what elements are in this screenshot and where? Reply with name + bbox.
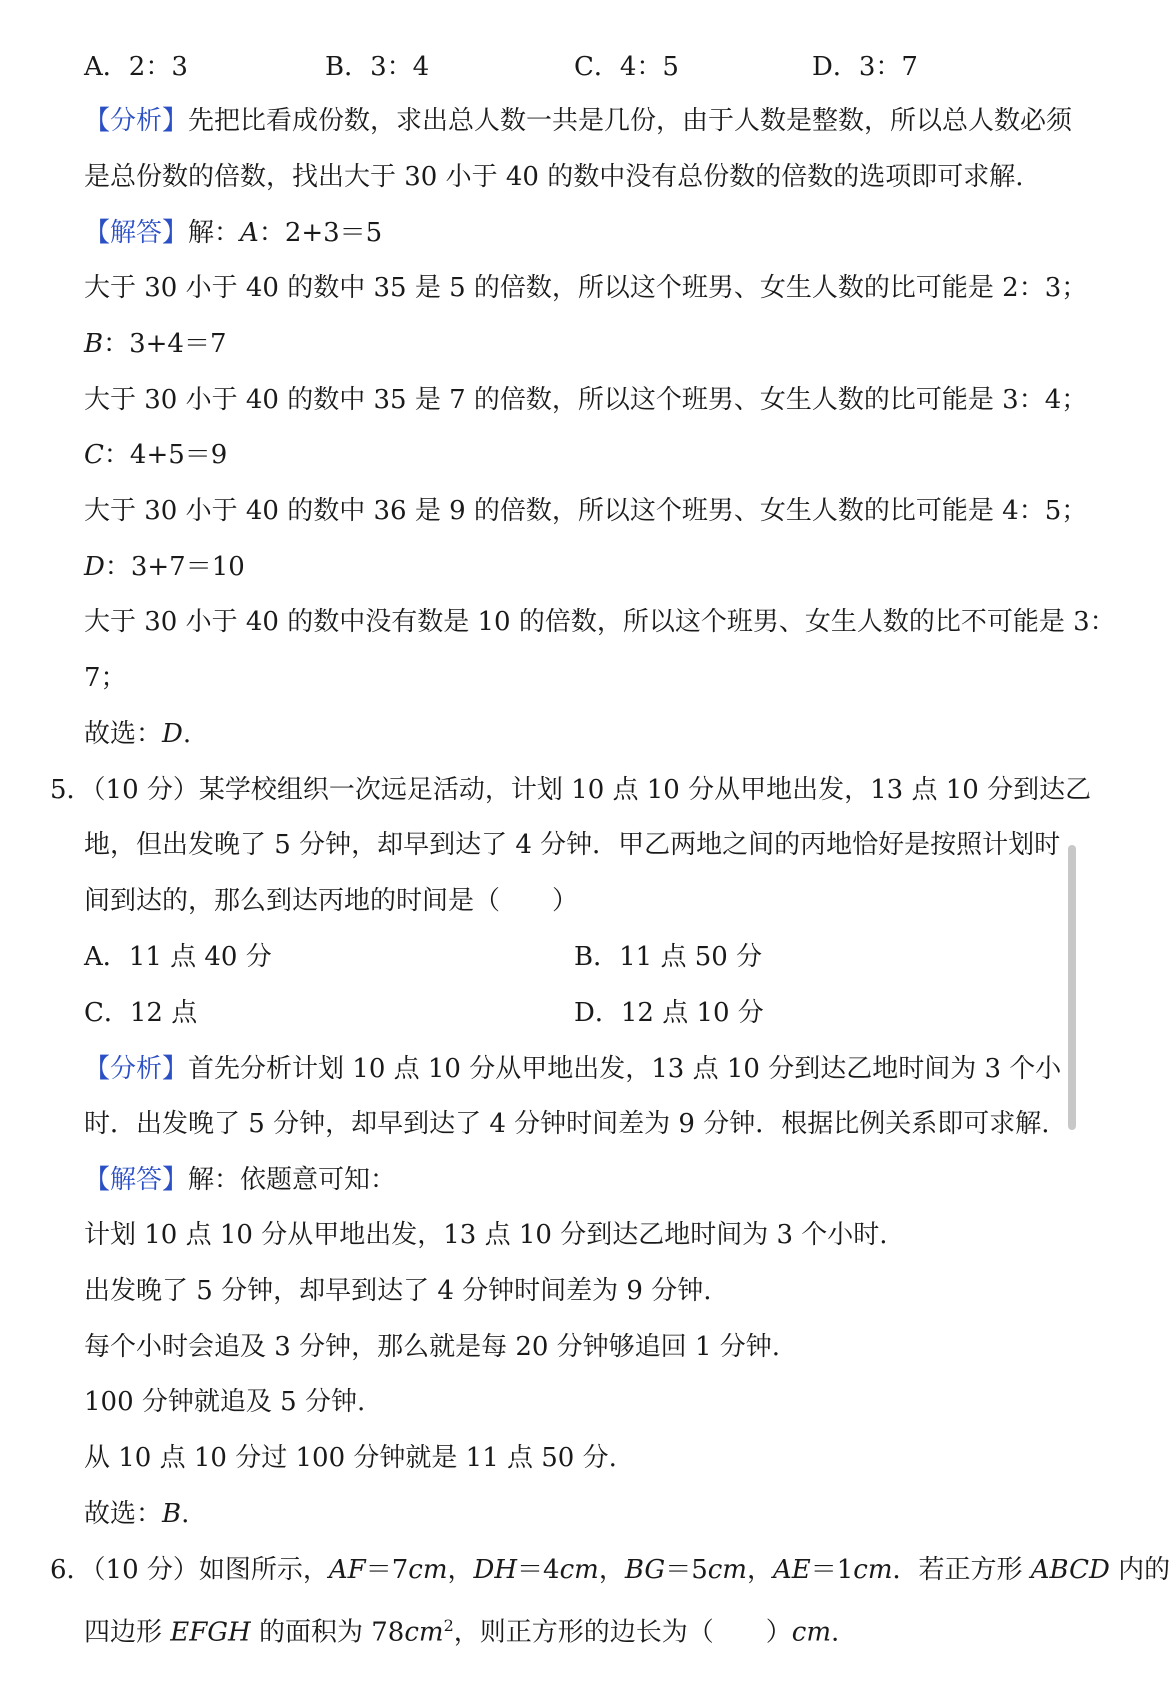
q4-c-text: 大于 30 小于 40 的数中 36 是 9 的倍数，所以这个班男、女生人数的比可能是 4：5； (84, 496, 1088, 526)
q5-answer-intro: 【解答】解：依题意可知： (84, 1165, 397, 1195)
q4-a-text: 大于 30 小于 40 的数中 35 是 5 的倍数，所以这个班男、女生人数的比可能是 2：3； (84, 273, 1088, 303)
q6-stem-line2: 四边形 EFGH 的面积为 $78cm^2$，则正方形的边长为（ ）cm. (84, 1616, 840, 1648)
q5-step-4: 100 分钟就追及 5 分钟. (84, 1387, 366, 1417)
analysis-tag: 【分析】 (84, 1054, 189, 1084)
q5-option-a: A．11 点 40 分 (84, 942, 272, 972)
q4-option-b: B．3：4 (325, 52, 430, 82)
q4-analysis-line2: 是总份数的倍数，找出大于 30 小于 40 的数中没有总份数的倍数的选项即可求解. (84, 162, 1024, 192)
analysis-tag: 【分析】 (84, 106, 189, 136)
q5-choice: 故选：B. (84, 1499, 190, 1529)
q4-d-eq: D：3+7＝10 (84, 552, 245, 582)
q5-analysis-line2: 时．出发晚了 5 分钟，却早到达了 4 分钟时间差为 9 分钟．根据比例关系即可求解. (84, 1109, 1050, 1139)
answer-tag: 【解答】 (84, 218, 189, 248)
q4-option-a: A．2：3 (84, 52, 188, 82)
q5-option-c: C．12 点 (84, 998, 198, 1028)
q4-d-text1: 大于 30 小于 40 的数中没有数是 10 的倍数，所以这个班男、女生人数的比不可能是 3： (84, 607, 1116, 637)
q5-analysis-line1: 【分析】首先分析计划 10 点 10 分从甲地出发，13 点 10 分到达乙地时间为 3 个小 (84, 1054, 1062, 1084)
q4-c-eq: C：4+5＝9 (84, 440, 228, 470)
q5-stem-line3: 间到达的，那么到达丙地的时间是（ ） (84, 886, 579, 916)
q5-option-d: D．12 点 10 分 (574, 998, 764, 1028)
q5-step-3: 每个小时会追及 3 分钟，那么就是每 20 分钟够追回 1 分钟. (84, 1332, 781, 1362)
q5-step-5: 从 10 点 10 分过 100 分钟就是 11 点 50 分. (84, 1443, 617, 1473)
q5-stem-line2: 地，但出发晚了 5 分钟，却早到达了 4 分钟．甲乙两地之间的丙地恰好是按照计划时 (84, 830, 1061, 860)
q4-d-text2: 7； (84, 663, 127, 693)
answer-tag: 【解答】 (84, 1165, 189, 1195)
q4-option-c: C．4：5 (574, 52, 679, 82)
q6-stem-line1: 6．（10 分）如图所示，AF＝7cm，DH＝4cm，BG＝5cm，AE＝1cm．若正方形 ABCD 内的 (50, 1555, 1170, 1585)
q4-b-text: 大于 30 小于 40 的数中 35 是 7 的倍数，所以这个班男、女生人数的比可能是 3：4； (84, 385, 1088, 415)
q4-option-d: D．3：7 (812, 52, 918, 82)
q4-choice: 故选：D. (84, 719, 192, 749)
q5-step-2: 出发晚了 5 分钟，却早到达了 4 分钟时间差为 9 分钟. (84, 1276, 712, 1306)
q5-option-b: B．11 点 50 分 (574, 942, 763, 972)
q4-analysis-line1: 【分析】先把比看成份数，求出总人数一共是几份，由于人数是整数，所以总人数必须 (84, 106, 1073, 136)
q4-answer-intro: 【解答】解：A：2+3＝5 (84, 218, 383, 248)
q5-step-1: 计划 10 点 10 分从甲地出发，13 点 10 分到达乙地时间为 3 个小时. (84, 1220, 888, 1250)
q4-b-eq: B：3+4＝7 (84, 329, 227, 359)
scrollbar[interactable] (1068, 845, 1076, 1130)
q5-stem-line1: 5．（10 分）某学校组织一次远足活动，计划 10 点 10 分从甲地出发，13 点 10 分到达乙 (50, 775, 1092, 805)
